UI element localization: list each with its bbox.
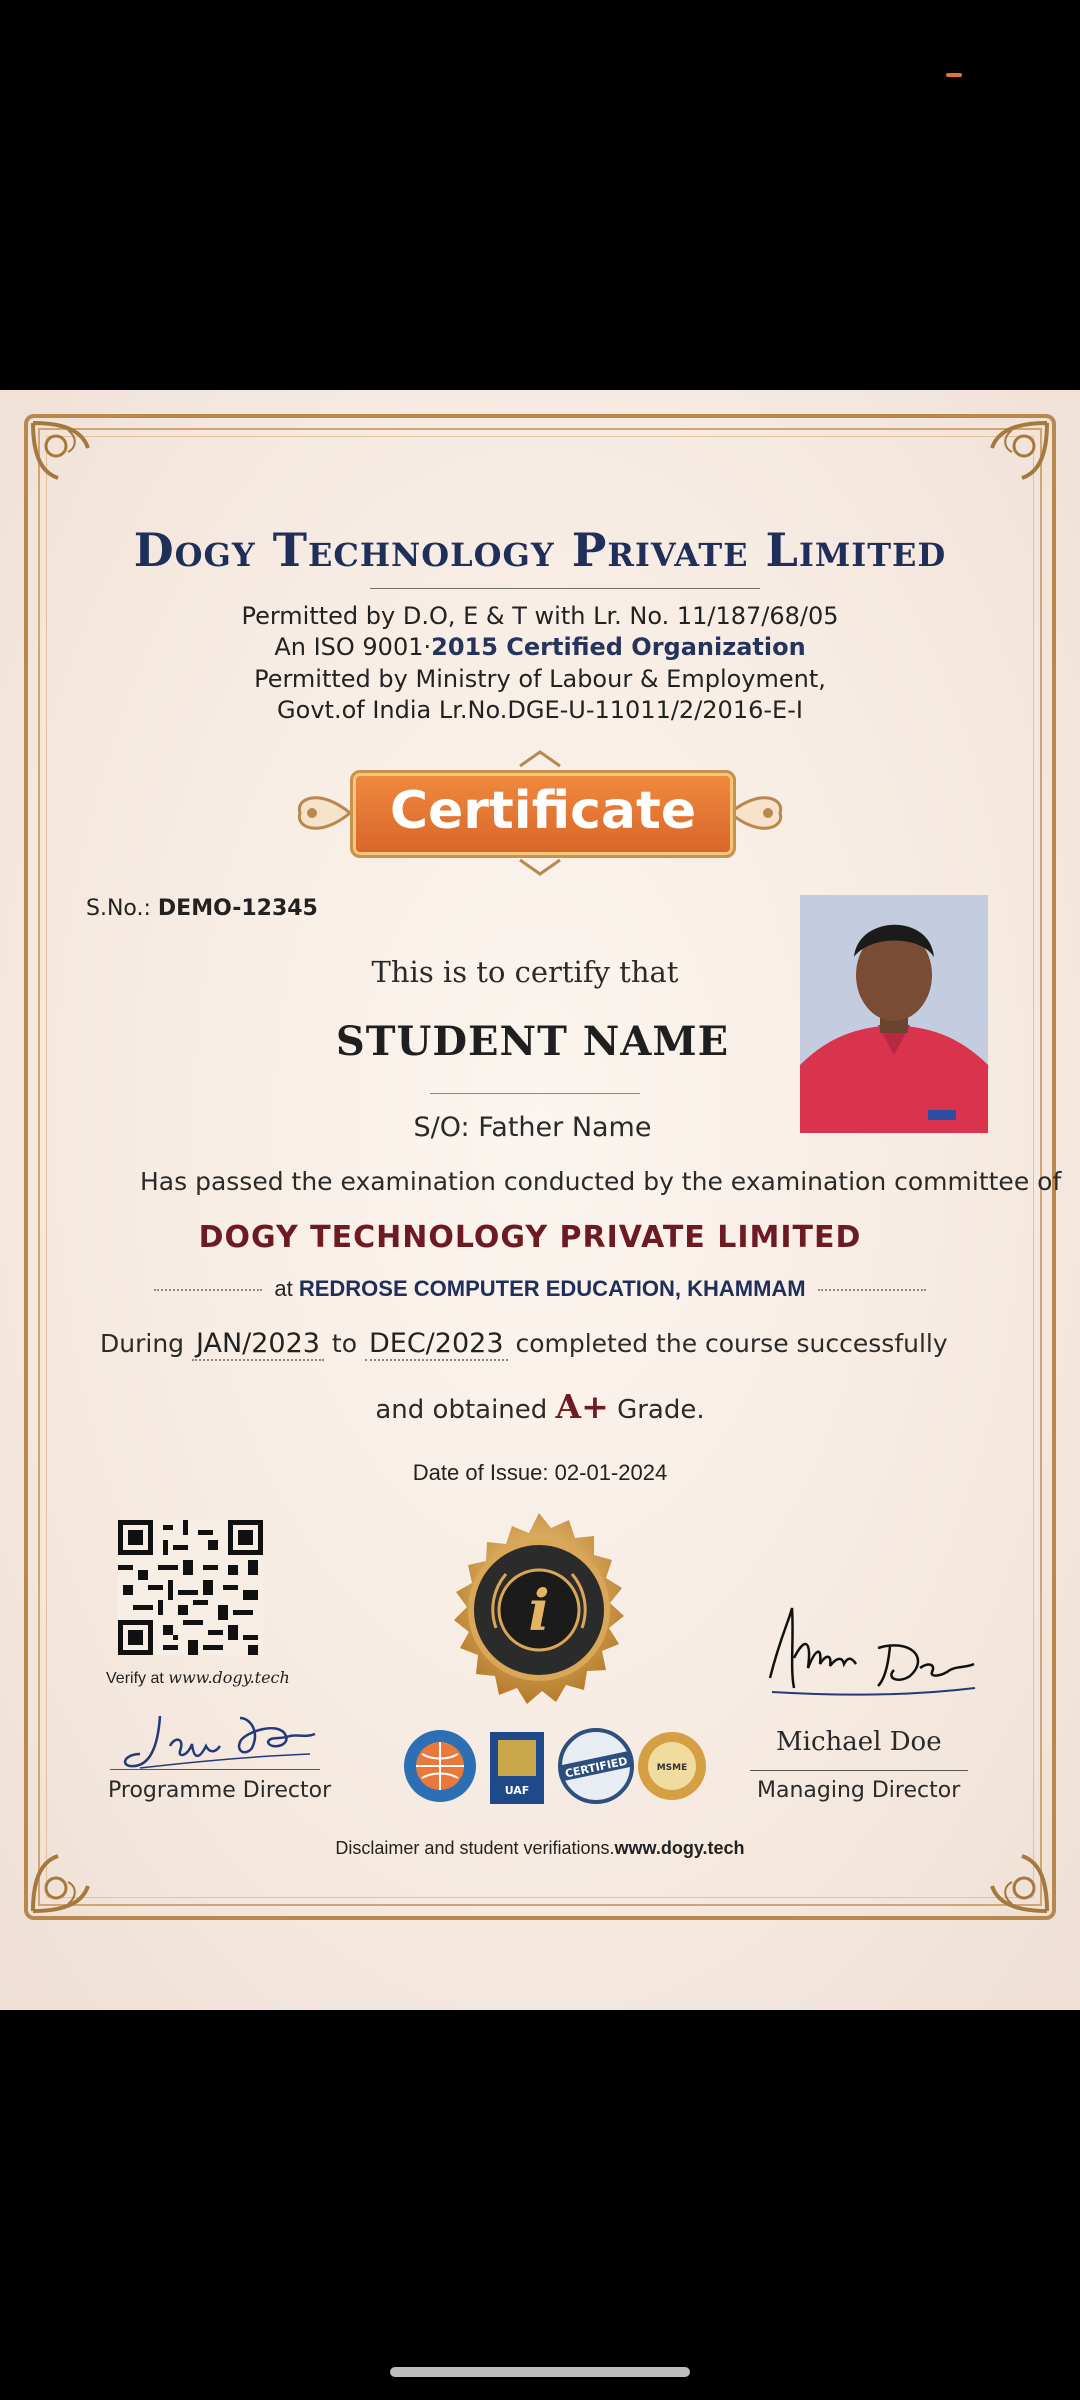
student-name: STUDENT NAME	[335, 1018, 730, 1065]
center-line: at REDROSE COMPUTER EDUCATION, KHAMMAM	[120, 1276, 960, 1302]
accreditation-logos	[400, 1728, 710, 1808]
svg-text:MSME: MSME	[656, 1763, 688, 1773]
left-signature	[120, 1706, 320, 1786]
managing-director-name: Michael Doe	[776, 1727, 942, 1757]
home-indicator[interactable]	[390, 2367, 690, 2377]
corner-ornament-icon	[28, 418, 118, 508]
svg-text:i: i	[528, 1578, 550, 1644]
disclaimer-text: Disclaimer and student verifiations.www.dogy.tech	[335, 1838, 745, 1858]
programme-director-title: Programme Director	[108, 1778, 332, 1803]
company-title: Dogy Technology Private Limited	[133, 523, 947, 577]
title-divider	[370, 588, 760, 589]
organization-name: DOGY TECHNOLOGY PRIVATE LIMITED	[198, 1220, 862, 1255]
certify-text: This is to certify that	[371, 955, 679, 989]
relation-text: S/O: Father Name	[413, 1112, 652, 1143]
banner-label: Certificate	[389, 781, 697, 841]
msme-logo-icon	[638, 1732, 706, 1800]
center-name: REDROSE COMPUTER EDUCATION, KHAMMAM	[298, 1276, 806, 1301]
ministry-line: Permitted by Ministry of Labour & Employment,	[254, 665, 826, 693]
managing-director-title: Managing Director	[757, 1778, 961, 1803]
right-signature	[760, 1598, 980, 1718]
globe-logo-icon	[404, 1730, 476, 1802]
svg-text:UAF: UAF	[504, 1784, 530, 1797]
grade-value: A+	[555, 1387, 609, 1426]
svg-text:CERTIFIED: CERTIFIED	[563, 1754, 629, 1781]
passed-text: Has passed the examination conducted by the examination committee of	[140, 1167, 1062, 1196]
verify-url: www.dogy.tech	[168, 1668, 290, 1687]
gold-seal-icon	[434, 1508, 644, 1718]
verify-text: Verify at www.dogy.tech	[106, 1668, 290, 1687]
status-indicator	[946, 73, 962, 77]
name-divider	[430, 1093, 640, 1094]
certificate-banner	[290, 748, 790, 878]
grade-line: and obtained A+ Grade.	[375, 1387, 705, 1426]
issue-date: Date of Issue: 02-01-2024	[412, 1460, 668, 1485]
right-signature-line	[750, 1770, 968, 1771]
student-photo	[800, 895, 988, 1133]
serial-number: S.No.: DEMO-12345	[86, 896, 318, 921]
disclaimer-site: www.dogy.tech	[614, 1838, 745, 1858]
left-signature-line	[110, 1769, 320, 1770]
iso-line: An ISO 9001·2015 Certified Organization	[274, 633, 806, 661]
course-end: DEC/2023	[365, 1328, 508, 1361]
certified-stamp-icon	[559, 1730, 633, 1802]
permit-line: Permitted by D.O, E & T with Lr. No. 11/187/68/05	[241, 602, 839, 630]
course-start: JAN/2023	[192, 1328, 324, 1361]
qr-code-icon	[118, 1520, 263, 1655]
corner-ornament-icon	[962, 418, 1052, 508]
certificate-image	[0, 390, 1080, 2010]
uaf-logo-icon	[490, 1732, 544, 1804]
govt-line: Govt.of India Lr.No.DGE-U-11011/2/2016-E-I	[277, 696, 803, 724]
duration-line: During JAN/2023 to DEC/2023 completed the course successfully	[100, 1328, 948, 1359]
